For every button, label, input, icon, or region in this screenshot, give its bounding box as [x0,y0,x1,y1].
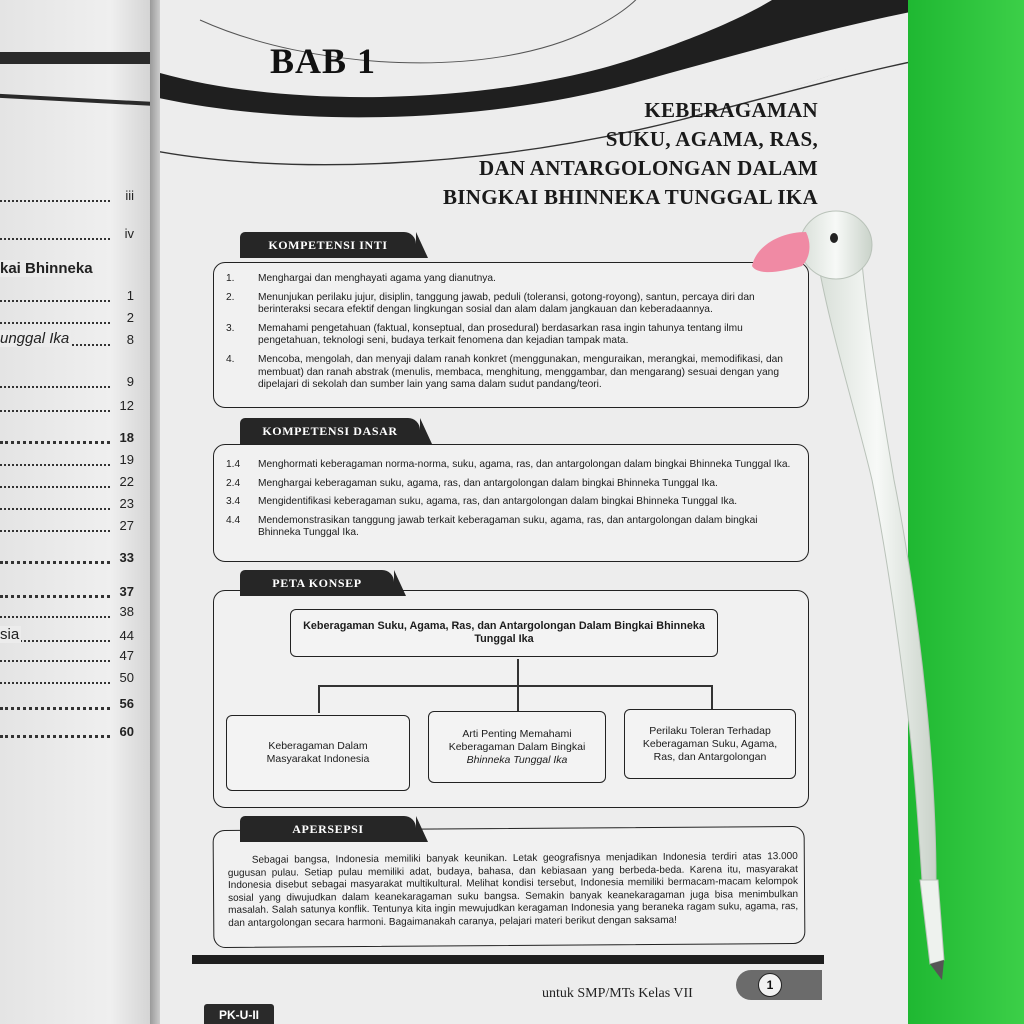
apersepsi-heading: APERSEPSI [240,816,416,842]
concept-root: Keberagaman Suku, Agama, Ras, dan Antargolongan Dalam Bingkai Bhinneka Tunggal Ika [290,609,718,657]
toc-row [0,496,140,514]
toc-label: kai Bhinneka [0,260,93,277]
kompetensi-inti-list [226,273,798,398]
toc-label: unggal Ika [0,330,70,347]
item-number: 4.4 [226,514,241,526]
apersepsi-text: Sebagai bangsa, Indonesia memiliki banyak keunikan. Letak geografisnya menjadikan Indonesia terdiri atas 13.000 gugusan pulau. Setiap pulau memiliki adat, budaya, bahasa, dan kebiasaan yang berbeda-beda. Karena itu, masyarakat Indonesia disebut sebagai masyarakat multikultural. Melihat kondisi tersebut, Indonesia memiliki bermacam-macam kelompok sosial yang diwujudkan dalam keanekaragaman suku bangsa. Semakin banyak keanekaragaman juga bisa menimbulkan masalah. Salah satunya konflik. Tentunya kita ingin mewujudkan keragaman Indonesia yang beraneka ragam suku, agama, ras, dan antargolongan secara harmoni. Bagaimanakah caranya, pelajari materi berikut dengan saksama! [227,850,799,929]
list-item [226,291,798,317]
toc-page-number: iii [125,188,134,203]
item-text: Mengidentifikasi keberagaman suku, agama, ras, dan antargolongan dalam bingkai Bhinneka Tunggal Ika. [258,496,738,508]
kompetensi-dasar-box [213,444,809,562]
list-item [226,514,798,540]
toc-row [0,262,140,280]
green-background [908,0,1024,1024]
toc-page-number: 37 [119,584,134,599]
toc-row [0,226,140,244]
toc-row [0,550,140,568]
toc-page-number: iv [124,226,134,241]
list-item [226,353,798,392]
item-number: 3.4 [226,496,241,508]
item-number: 2. [226,291,235,303]
toc-page-number: 44 [119,628,134,643]
toc-row [0,604,140,622]
item-text: Menghargai keberagaman suku, agama, ras, dan antargolongan dalam bingkai Bhinneka Tunggal Ika. [258,477,718,489]
concept-middle: Arti Penting Memahami Keberagaman Dalam Bingkai Bhinneka Tunggal Ika [428,711,606,783]
toc-page-number: 18 [119,430,134,445]
toc-row [0,188,140,206]
concept-right: Perilaku Toleran Terhadap Keberagaman Suku, Agama, Ras, dan Antargolongan [624,709,796,779]
item-text: Menghormati keberagaman norma-norma, suku, agama, ras, dan antargolongan dalam bingkai Bhinneka Tunggal Ika. [258,459,791,470]
item-text: Menunjukan perilaku jujur, disiplin, tanggung jawab, peduli (toleransi, gotong-royong), santun, percaya diri dan berinteraksi secara efektif dengan lingkungan sosial dan alam dalam jangkauan dan keberadaannya. [258,291,755,316]
toc-row [0,628,140,646]
toc-page-number: 38 [119,604,134,619]
item-text: Menghargai dan menghayati agama yang dianutnya. [258,273,496,284]
toc-row [0,584,140,602]
item-text: Mencoba, mengolah, dan menyaji dalam ranah konkret (menggunakan, menguraikan, merangkai, memodifikasi, dan membuat) dan ranah abstrak (menulis, membaca, menghitung, menggambar, dan mengarang) sesuai dengan yang dipelajari di sekolah dan sumber lain yang sama dalam sudut pandang/teori. [258,353,783,391]
toc-page-number: 1 [126,288,134,303]
list-item [226,273,798,286]
chapter-number: BAB 1 [270,41,377,81]
toc-row [0,670,140,688]
page-number: 1 [758,973,782,997]
footer-bar [192,955,824,964]
kompetensi-dasar-heading: KOMPETENSI DASAR [240,418,420,444]
chapter-page [160,0,908,1024]
list-item [226,496,798,509]
toc-row [0,288,140,306]
toc-page-number: 2 [126,310,134,325]
toc-label: sia [0,626,20,643]
toc-row [0,374,140,392]
left-page-toc [0,0,158,1024]
toc-page-number: 60 [119,724,134,739]
publisher-code: PK-U-II [204,1004,274,1024]
list-item [226,459,798,472]
toc-page-number: 9 [126,374,134,389]
concept-left: Keberagaman Dalam Masyarakat Indonesia [226,715,410,791]
toc-row [0,310,140,328]
item-number: 2.4 [226,477,241,489]
toc-row [0,398,140,416]
kompetensi-inti-box [213,262,809,408]
toc-row [0,452,140,470]
kompetensi-inti-heading: KOMPETENSI INTI [240,232,416,258]
toc-page-number: 19 [119,452,134,467]
list-item [226,322,798,348]
kompetensi-dasar-list [226,459,798,546]
item-number: 1.4 [226,459,241,470]
toc-row [0,518,140,536]
footer-text: untuk SMP/MTs Kelas VII [542,986,693,1001]
toc-row [0,474,140,492]
toc-row [0,648,140,666]
toc-row [0,430,140,448]
toc-row [0,724,140,742]
toc-row [0,696,140,714]
page-number-tab [736,970,822,1000]
item-number: 3. [226,322,235,334]
list-item [226,477,798,491]
item-text: Mendemonstrasikan tanggung jawab terkait keberagaman suku, agama, ras, dan antargolongan dalam bingkai Bhinneka Tunggal Ika. [258,514,758,539]
peta-konsep-box [213,590,809,808]
toc-row [0,332,140,350]
toc-page-number: 8 [126,332,134,347]
toc-page-number: 27 [119,518,134,533]
toc-page-number: 50 [119,670,134,685]
item-number: 1. [226,273,235,284]
chapter-title: KEBERAGAMAN SUKU, AGAMA, RAS, DAN ANTARGOLONGAN DALAM BINGKAI BHINNEKA TUNGGAL IKA [442,98,818,209]
apersepsi-box [213,826,806,948]
toc-page-number: 12 [119,398,134,413]
toc-page-number: 22 [119,474,134,489]
item-number: 4. [226,353,235,365]
toc-page-number: 56 [119,696,134,711]
toc-page-number: 23 [119,496,134,511]
peta-konsep-heading: PETA KONSEP [240,570,394,596]
toc-page-number: 47 [119,648,134,663]
toc-page-number: 33 [119,550,134,565]
item-text: Memahami pengetahuan (faktual, konseptual, dan prosedural) berdasarkan rasa ingin tahunya tentang ilmu pengetahuan, teknologi seni, budaya terkait fenomena dan kejadian tampak mata. [258,322,743,347]
